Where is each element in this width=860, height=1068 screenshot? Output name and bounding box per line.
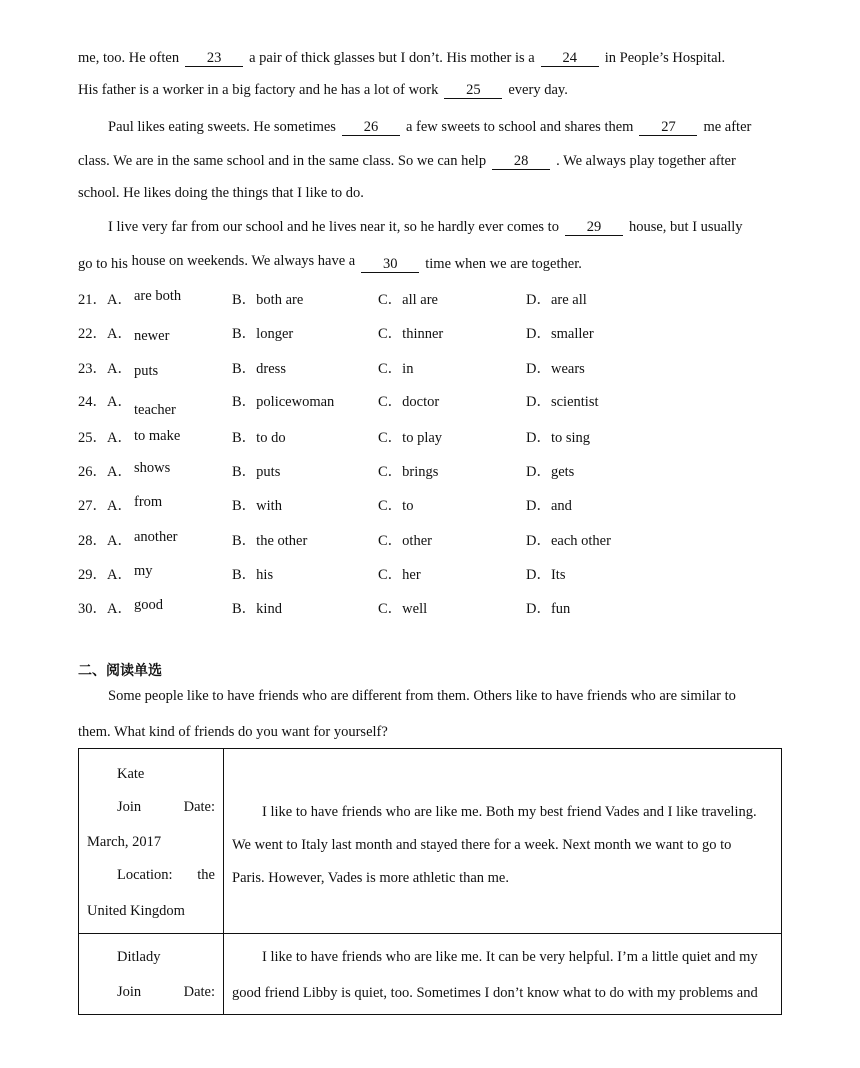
option-row	[78, 494, 798, 514]
option-b: B．both are	[232, 292, 304, 308]
profile-text-cell: I like to have friends who are like me. Both my best friend Vades and I like traveling. We went to Italy last month and stayed there for a week. Next month we want to go to Paris. However, Vades is more athletic than me.	[224, 749, 782, 934]
option-c: C．her	[378, 567, 421, 583]
option-c: C．well	[378, 601, 428, 617]
option-d: D．Its	[526, 567, 566, 583]
passage-line: Paul likes eating sweets. He sometimes 26 a few sweets to school and shares them 27 me after	[108, 119, 752, 135]
option-number: 23．A．	[78, 361, 132, 377]
option-d: D．and	[526, 498, 572, 514]
option-row	[78, 322, 798, 342]
option-number: 29．A．	[78, 567, 132, 583]
option-b: B．policewoman	[232, 394, 335, 410]
section-title: 二、阅读单选	[78, 663, 162, 679]
profile-location-value: United Kingdom	[87, 903, 185, 919]
option-number: 28．A．	[78, 533, 132, 549]
profile-date: March, 2017	[87, 834, 162, 850]
blank-30: 30	[361, 257, 419, 273]
option-b: B．his	[232, 567, 274, 583]
option-c: C．doctor	[378, 394, 440, 410]
profile-location: Location: the	[117, 867, 215, 883]
table-row	[79, 934, 782, 1015]
profile-text-cell: I like to have friends who are like me. It can be very helpful. I’m a little quiet and my good friend Libby is quiet, too. Sometimes I don’t know what to do with my problems and	[224, 934, 782, 1015]
blank-27: 27	[639, 120, 697, 136]
option-b: B．kind	[232, 601, 282, 617]
option-a: newer	[134, 328, 170, 344]
table-row	[79, 749, 782, 934]
option-number: 30．A．	[78, 601, 132, 617]
blank-25: 25	[444, 83, 502, 99]
option-a: from	[134, 494, 163, 510]
option-c: C．to	[378, 498, 414, 514]
intro-line: them. What kind of friends do you want for yourself?	[78, 724, 388, 740]
option-c: C．in	[378, 361, 414, 377]
option-number: 24．A．	[78, 394, 132, 410]
option-number: 27．A．	[78, 498, 132, 514]
passage-line: His father is a worker in a big factory and he has a lot of work 25 every day.	[78, 82, 568, 98]
intro-line: Some people like to have friends who are different from them. Others like to have friends who are similar to	[108, 688, 736, 704]
option-b: B．dress	[232, 361, 286, 377]
option-number: 22．A．	[78, 326, 132, 342]
option-c: C．to play	[378, 430, 443, 446]
profile-info-cell	[79, 934, 224, 1015]
option-a: teacher	[134, 402, 176, 418]
option-c: C．thinner	[378, 326, 444, 342]
option-a: good	[134, 597, 163, 613]
passage-line: class. We are in the same school and in the same class. So we can help 28 . We always play together after	[78, 153, 736, 169]
profile-join: Join Date:	[117, 799, 215, 815]
option-d: D．fun	[526, 601, 571, 617]
blank-28: 28	[492, 154, 550, 170]
option-number: 25．A．	[78, 430, 132, 446]
option-number: 26．A．	[78, 464, 132, 480]
profile-join: Join Date:	[117, 984, 215, 1000]
option-c: C．other	[378, 533, 432, 549]
option-a: to make	[134, 428, 181, 444]
option-a: puts	[134, 363, 159, 379]
option-d: D．each other	[526, 533, 611, 549]
option-d: D．gets	[526, 464, 575, 480]
option-row	[78, 529, 798, 549]
blank-24: 24	[541, 51, 599, 67]
option-d: D．are all	[526, 292, 587, 308]
option-d: D．to sing	[526, 430, 591, 446]
profile-name: Kate	[117, 766, 145, 782]
option-row	[78, 288, 798, 308]
option-row	[78, 563, 798, 583]
blank-26: 26	[342, 120, 400, 136]
option-d: D．wears	[526, 361, 585, 377]
passage-line: school. He likes doing the things that I like to do.	[78, 185, 364, 201]
option-b: B．longer	[232, 326, 294, 342]
option-a: are both	[134, 288, 182, 304]
profile-info-cell	[79, 749, 224, 934]
option-a: my	[134, 563, 153, 579]
option-b: B．the other	[232, 533, 308, 549]
option-row	[78, 597, 798, 617]
option-number: 21．A．	[78, 292, 132, 308]
option-b: B．with	[232, 498, 282, 514]
option-b: B．puts	[232, 464, 281, 480]
option-b: B．to do	[232, 430, 286, 446]
profile-name: Ditlady	[117, 949, 161, 965]
profiles-table	[78, 748, 782, 1015]
option-row	[78, 460, 798, 480]
option-d: D．smaller	[526, 326, 594, 342]
option-row	[78, 357, 798, 377]
blank-23: 23	[185, 51, 243, 67]
passage-line: go to his house on weekends. We always have a 30 time when we are together.	[78, 253, 582, 272]
option-row	[78, 426, 798, 446]
passage-line: me, too. He often 23 a pair of thick glasses but I don’t. His mother is a 24 in People’s Hospital.	[78, 50, 726, 66]
blank-29: 29	[565, 220, 623, 236]
option-c: C．brings	[378, 464, 439, 480]
option-d: D．scientist	[526, 394, 599, 410]
option-c: C．all are	[378, 292, 438, 308]
passage-line: I live very far from our school and he lives near it, so he hardly ever comes to 29 house, but I usually	[108, 219, 743, 235]
option-row	[78, 390, 798, 418]
option-a: shows	[134, 460, 171, 476]
option-a: another	[134, 529, 178, 545]
